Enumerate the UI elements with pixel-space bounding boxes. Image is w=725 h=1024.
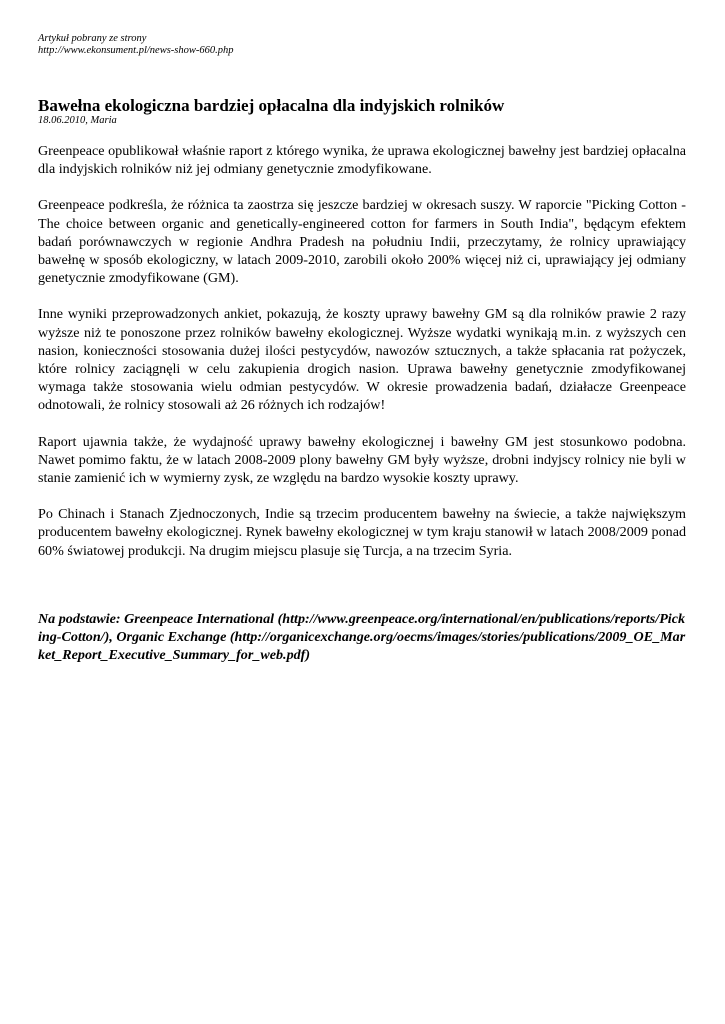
article-sources: Na podstawie: Greenpeace International (http://www.greenpeace.org/international/en/publications/reports/Picking-Cotton/), Organic Exchange (http://organicexchange.org/oecms/images/stories/publications/2009_OE_Market_Report_Executive_Summary_for_web.pdf) <box>38 610 686 664</box>
article-paragraph-1: Greenpeace opublikował właśnie raport z którego wynika, że uprawa ekologicznej bawełny jest bardziej opłacalna dla indyjskich rolników niż jej odmiany genetycznie zmodyfikowane. <box>38 143 686 178</box>
document-page <box>38 33 686 664</box>
article-paragraph-2: Greenpeace podkreśla, że różnica ta zaostrza się jeszcze bardziej w okresach suszy. W raporcie "Picking Cotton - The choice between organic and genetically-engineered cotton for farmers in South India", będącym efektem badań porównawczych w regionie Andhra Pradesh na południu Indii, przeczytamy, że rolnicy uprawiający bawełnę w sposób ekologiczny, w latach 2009-2010, zarobili około 200% więcej niż ci, uprawiający jej odmiany genetycznie zmodyfikowane (GM). <box>38 197 686 287</box>
source-header <box>38 33 686 57</box>
source-label: Artykuł pobrany ze strony <box>38 33 147 44</box>
source-url: http://www.ekonsument.pl/news-show-660.php <box>38 45 234 56</box>
article-paragraph-5: Po Chinach i Stanach Zjednoczonych, Indie są trzecim producentem bawełny na świecie, a także największym producentem bawełny ekologicznej. Rynek bawełny ekologicznej w tym kraju stanowił w latach 2008/2009 ponad 60% światowej produkcji. Na drugim miejscu plasuje się Turcja, a na trzecim Syria. <box>38 506 686 559</box>
article-paragraph-4: Raport ujawnia także, że wydajność uprawy bawełny ekologicznej i bawełny GM jest stosunkowo podobna. Nawet pomimo faktu, że w latach 2008-2009 plony bawełny GM były wyższe, drobni indyjscy rolnicy nie byli w stanie zamienić ich w wymierny zysk, ze względu na bardzo wysokie koszty uprawy. <box>38 433 686 487</box>
article-title: Bawełna ekologiczna bardziej opłacalna dla indyjskich rolników <box>38 96 505 115</box>
article-byline: 18.06.2010, Maria <box>38 115 117 126</box>
article-paragraph-3: Inne wyniki przeprowadzonych ankiet, pokazują, że koszty uprawy bawełny GM są dla rolników prawie 2 razy wyższe niż te ponoszone przez rolników bawełny ekologicznej. Wyższe wydatki wynikają m.in. z wyższych cen nasion, konieczności stosowania dużej ilości pestycydów, nawozów sztucznych, a także spłacania rat pożyczek, które rolnicy zaciągnęli w celu zakupienia drogich nasion. Uprawa bawełny genetycznie zmodyfikowanej wymaga także stosowania wielu odmian pestycydów. W okresie prowadzenia badań, działacze Greenpeace odnotowali, że rolnicy stosowali aż 26 różnych ich rodzajów! <box>38 306 686 414</box>
